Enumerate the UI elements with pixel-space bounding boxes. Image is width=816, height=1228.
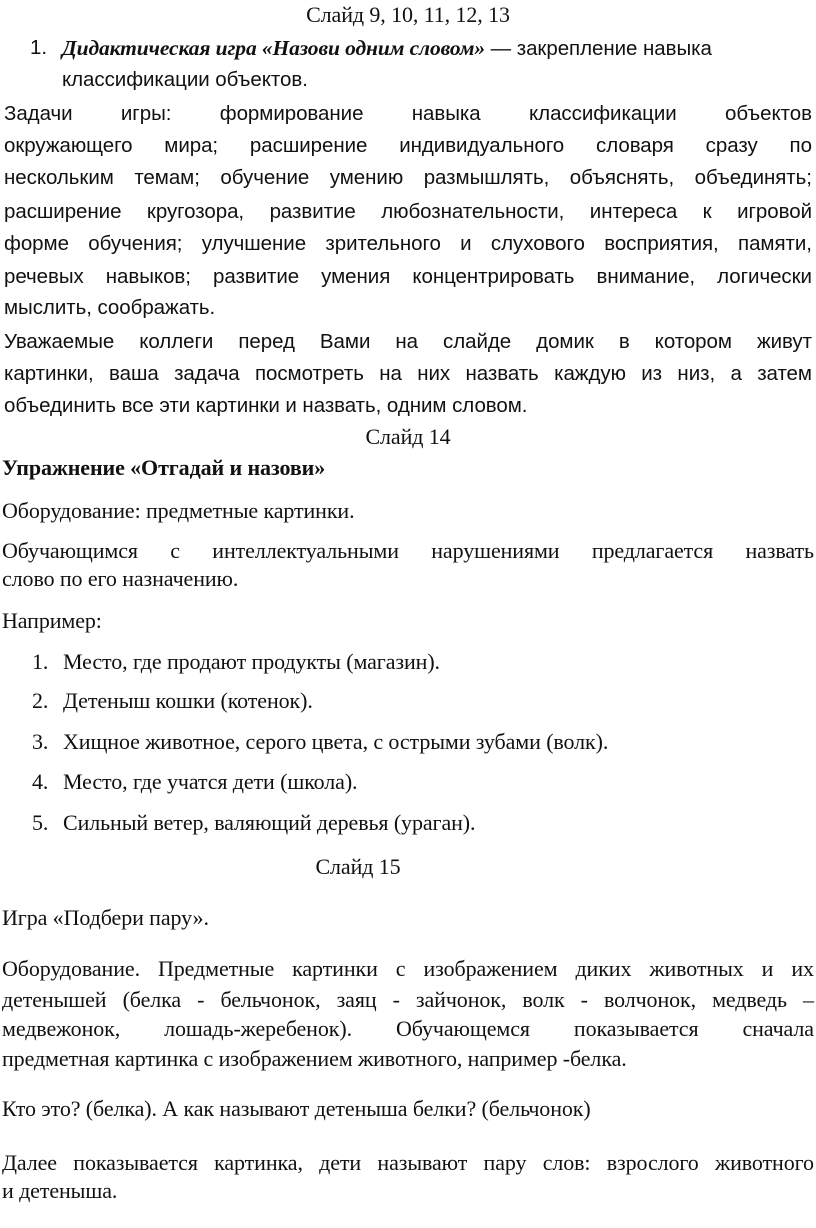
equipment-line [2, 1016, 814, 1042]
word: - [392, 987, 400, 1012]
word: в [618, 330, 630, 353]
word: навыков; [105, 265, 191, 288]
word: ваша [108, 362, 159, 385]
list-text: Детеныш кошки (котенок). [63, 688, 313, 713]
list-item [32, 769, 357, 795]
list-number: 2. [32, 688, 49, 713]
colleagues-line-last: объединить все эти картинки и назвать, одним словом. [4, 394, 528, 417]
exercise-title: Упражнение «Отгадай и назови» [2, 455, 326, 480]
game-title: Дидактическая игра «Назови одним словом» [62, 36, 485, 60]
word: зайчонок, [415, 987, 507, 1012]
word: задача [174, 362, 240, 385]
word: животных [649, 956, 744, 981]
word: умению [329, 166, 404, 189]
equipment-line-last: предметная картинка с изображением животного, например -белка. [2, 1046, 627, 1071]
word: формирование [219, 102, 364, 125]
word: по [789, 134, 812, 157]
word: Предметные [157, 956, 275, 981]
word: картинка, [214, 1150, 303, 1175]
intro-line-2: слово по его назначению. [2, 566, 239, 591]
word: объяснять, [569, 166, 675, 189]
game-title-15: Игра «Подбери пару». [2, 905, 209, 930]
word: - [580, 987, 588, 1012]
list-item [32, 729, 608, 755]
word: назвать [745, 538, 814, 563]
word: обучения; [88, 232, 183, 255]
slide-heading-14: Слайд 14 [365, 424, 451, 449]
word: умения [321, 265, 391, 288]
slide-heading-9-13: Слайд 9, 10, 11, 12, 13 [306, 2, 510, 27]
slide-heading-15: Слайд 15 [315, 854, 401, 879]
list-item [32, 688, 313, 714]
list-text: Место, где продают продукты (магазин). [63, 649, 440, 674]
word: интереса [589, 200, 678, 223]
word: форме [4, 232, 69, 255]
word: Уважаемые [4, 330, 115, 353]
word: диких [575, 956, 632, 981]
list-item [32, 649, 440, 675]
word: на [395, 330, 418, 353]
word: слов: [542, 1150, 591, 1175]
word: взрослого [606, 1150, 699, 1175]
word: (белка [122, 987, 182, 1012]
word: речевых [4, 265, 84, 288]
word: к [702, 200, 712, 223]
word: Вами [319, 330, 371, 353]
word: с [395, 956, 406, 981]
list-number: 5. [32, 810, 49, 835]
word: дети [319, 1150, 362, 1175]
word: объединять; [694, 166, 812, 189]
word: нескольким [4, 166, 114, 189]
game-title-line [62, 36, 712, 61]
word: нарушениями [431, 538, 560, 563]
word: детенышей [2, 987, 107, 1012]
word: зрительного [325, 232, 441, 255]
word: внимание, [596, 265, 696, 288]
word: расширение [249, 134, 368, 157]
word: назвать [465, 362, 539, 385]
word: игры: [120, 102, 172, 125]
tasks-line [4, 265, 812, 289]
word: животного [715, 1150, 814, 1175]
word: индивидуального [399, 134, 565, 157]
word: медведь [712, 987, 787, 1012]
list-item-number: 1. [30, 36, 47, 59]
word: игровой [737, 200, 812, 223]
word: а [730, 362, 742, 385]
tasks-line-last: мыслить, соображать. [4, 296, 216, 319]
word: Далее [2, 1150, 57, 1175]
word: каждую [554, 362, 626, 385]
final-line [2, 1150, 814, 1176]
word: показывается [573, 1016, 699, 1041]
word: показывается [73, 1150, 198, 1175]
list-text: Сильный ветер, валяющий деревья (ураган). [63, 810, 476, 835]
word: восприятия, [604, 232, 719, 255]
colleagues-line [4, 330, 812, 354]
word: пару [483, 1150, 527, 1175]
word: - [197, 987, 205, 1012]
list-number: 3. [32, 729, 49, 754]
word: – [803, 987, 814, 1012]
word: Обучающимся [2, 538, 138, 563]
word: называют [377, 1150, 468, 1175]
word: навыка [411, 102, 481, 125]
equipment-line [2, 956, 814, 982]
word: улучшение [201, 232, 307, 255]
word: развитие [212, 265, 300, 288]
word: и [761, 956, 774, 981]
list-item [32, 810, 475, 836]
word: на [379, 362, 402, 385]
word: объектов [725, 102, 812, 125]
word: живут [756, 330, 812, 353]
word: низ, [677, 362, 716, 385]
colleagues-line [4, 362, 812, 386]
tasks-line [4, 232, 812, 256]
word: Обучающемся [395, 1016, 530, 1041]
game-title-line-2: классификации объектов. [62, 68, 308, 91]
word: лошадь-жеребенок). [164, 1016, 352, 1041]
word: развитие [269, 200, 356, 223]
word: мира; [164, 134, 219, 157]
word: памяти, [738, 232, 812, 255]
word: интеллектуальными [212, 538, 399, 563]
list-text: Хищное животное, серого цвета, с острыми зубами (волк). [63, 729, 609, 754]
word: любознательности, [381, 200, 565, 223]
word: концентрировать [412, 265, 575, 288]
word: бельчонок, [220, 987, 321, 1012]
word: логически [717, 265, 812, 288]
word: Задачи [4, 102, 73, 125]
tasks-line [4, 102, 812, 126]
word: размышлять, [423, 166, 550, 189]
equipment-text: Оборудование: предметные картинки. [2, 498, 355, 523]
word: посмотреть [254, 362, 364, 385]
word: затем [757, 362, 812, 385]
example-label: Например: [2, 608, 102, 633]
word: из [641, 362, 663, 385]
list-number: 1. [32, 649, 49, 674]
word: сразу [705, 134, 758, 157]
word: слайде [443, 330, 512, 353]
word: волчонок, [603, 987, 697, 1012]
word: домик [536, 330, 594, 353]
word: изображением [423, 956, 558, 981]
word: расширение [4, 200, 122, 223]
word: обучение [220, 166, 310, 189]
word: волк [522, 987, 565, 1012]
word: словаря [596, 134, 674, 157]
word: темам; [134, 166, 200, 189]
question-text: Кто это? (белка). А как называют детеныша белки? (бельчонок) [2, 1096, 591, 1121]
word: кругозора, [146, 200, 245, 223]
word: них [417, 362, 451, 385]
equipment-line [2, 987, 814, 1013]
word: с [170, 538, 180, 563]
word: котором [654, 330, 732, 353]
word: их [791, 956, 814, 981]
word: перед [238, 330, 295, 353]
word: окружающего [4, 134, 133, 157]
word: картинки [292, 956, 378, 981]
word: Оборудование. [2, 956, 140, 981]
intro-line [2, 538, 814, 564]
word: медвежонок, [2, 1016, 121, 1041]
word: слухового [490, 232, 585, 255]
word: коллеги [139, 330, 214, 353]
list-number: 4. [32, 769, 49, 794]
word: сначала [742, 1016, 814, 1041]
tasks-line [4, 200, 812, 224]
word: и [460, 232, 472, 255]
word: картинки, [4, 362, 94, 385]
list-text: Место, где учатся дети (школа). [63, 769, 358, 794]
final-line-2: и детеныша. [2, 1178, 118, 1203]
tasks-line [4, 134, 812, 158]
word: классификации [529, 102, 677, 125]
word: заяц [336, 987, 377, 1012]
game-title-rest: — закрепление навыка [484, 37, 712, 60]
word: предлагается [591, 538, 714, 563]
tasks-line [4, 166, 812, 190]
